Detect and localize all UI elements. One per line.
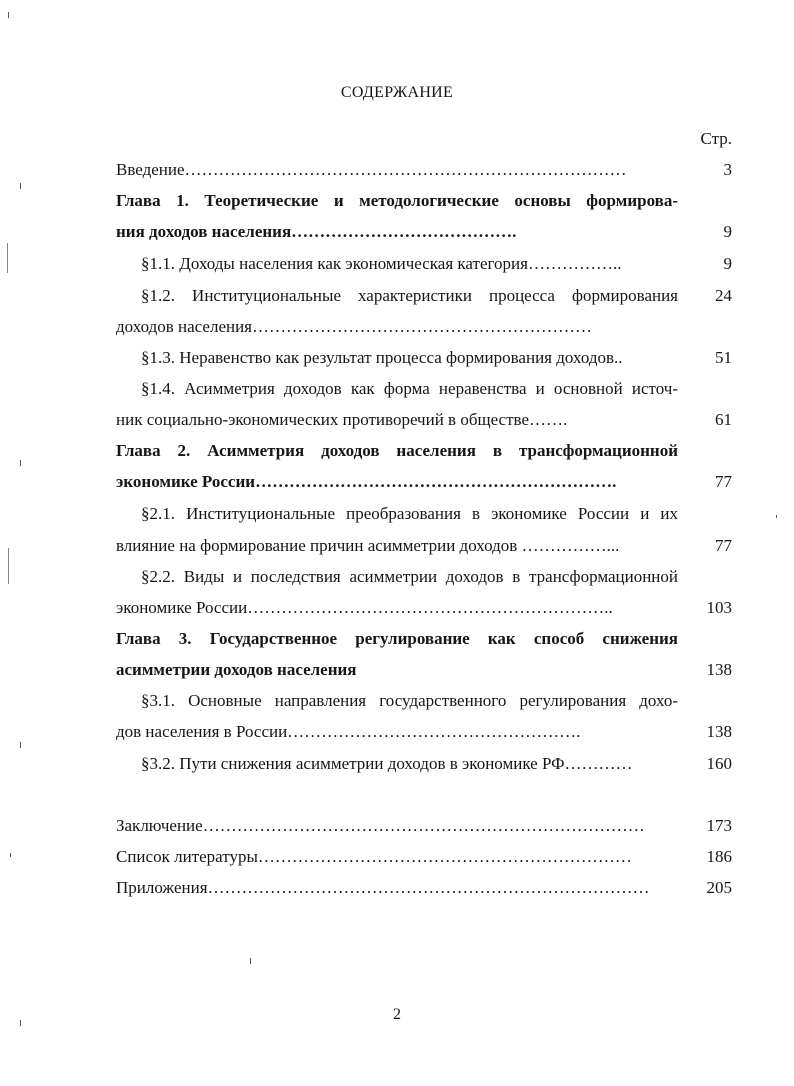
page-title: СОДЕРЖАНИЕ: [340, 84, 454, 101]
toc-chapter-2-line-1: Глава 2. Асимметрия доходов населения в трансформационной: [116, 441, 678, 460]
toc-page-section-2-1: 77: [715, 536, 732, 555]
toc-page-chapter-3: 138: [706, 660, 732, 679]
toc-page-chapter-1: 9: [723, 222, 732, 241]
toc-section-3-1-line-1: §3.1. Основные направления государственного регулирования дохо-: [141, 691, 678, 710]
toc-chapter-1-line-1: Глава 1. Теоретические и методологические основы формирова-: [116, 191, 678, 210]
scan-speck: [20, 183, 21, 189]
toc-section-2-1-line-1: §2.1. Институциональные преобразования в экономике России и их: [141, 504, 678, 523]
toc-section-2-1-line-2: влияние на формирование причин асимметрии доходов ……………...: [116, 536, 620, 555]
toc-chapter-1-line-2: ния доходов населения………………………………….: [116, 222, 517, 241]
toc-page-section-3-2: 160: [706, 754, 732, 773]
scan-speck: [8, 12, 9, 18]
toc-section-1-3: §1.3. Неравенство как результат процесса формирования доходов..: [141, 348, 623, 367]
toc-chapter-2-line-2: экономике России……………………………………………………….: [116, 472, 617, 491]
toc-page-appendix: 205: [706, 878, 732, 897]
toc-page-section-1-1: 9: [723, 254, 732, 273]
toc-chapter-3-line-2: асимметрии доходов населения: [116, 660, 357, 679]
toc-page-conclusion: 173: [706, 816, 732, 835]
toc-section-1-4-line-1: §1.4. Асимметрия доходов как форма неравенства и основной источ-: [141, 379, 678, 398]
scan-speck: [20, 460, 21, 466]
toc-page-intro: 3: [723, 160, 732, 179]
toc-entry-conclusion: Заключение……………………………………………………………………: [116, 816, 645, 835]
toc-section-1-4-line-2: ник социально-экономических противоречий в обществе…….: [116, 410, 568, 429]
toc-entry-appendix: Приложения……………………………………………………………………: [116, 878, 650, 897]
toc-page-section-1-2: 24: [715, 286, 732, 305]
toc-section-1-1: §1.1. Доходы населения как экономическая категория……………..: [141, 254, 622, 273]
page-number: 2: [393, 1006, 401, 1023]
toc-page-chapter-2: 77: [715, 472, 732, 491]
toc-page-literature: 186: [706, 847, 732, 866]
toc-section-3-2: §3.2. Пути снижения асимметрии доходов в экономике РФ…………: [141, 754, 633, 773]
toc-section-2-2-line-1: §2.2. Виды и последствия асимметрии доходов в трансформационной: [141, 567, 678, 586]
toc-page-section-1-3: 51: [715, 348, 732, 367]
toc-section-3-1-line-2: дов населения в России…………………………………………….: [116, 722, 581, 741]
toc-section-1-2-line-1: §1.2. Институциональные характеристики процесса формирования: [141, 286, 678, 305]
toc-page-section-2-2: 103: [706, 598, 732, 617]
scan-speck: [8, 548, 9, 584]
toc-entry-literature: Список литературы…………………………………………………………: [116, 847, 632, 866]
scan-speck: [776, 515, 777, 518]
toc-chapter-3-line-1: Глава 3. Государственное регулирование как способ снижения: [116, 629, 678, 648]
scan-speck: [7, 243, 8, 273]
scan-speck: [20, 1020, 21, 1026]
toc-section-1-2-line-2: доходов населения……………………………………………………: [116, 317, 592, 336]
toc-entry-intro: Введение……………………………………………………………………: [116, 160, 627, 179]
scan-speck: [20, 742, 21, 748]
toc-page-section-1-4: 61: [715, 410, 732, 429]
toc-section-2-2-line-2: экономике России………………………………………………………..: [116, 598, 613, 617]
page-column-header: Стр.: [700, 129, 732, 148]
scan-speck: [10, 853, 11, 857]
scan-speck: [250, 958, 251, 964]
toc-page-section-3-1: 138: [706, 722, 732, 741]
